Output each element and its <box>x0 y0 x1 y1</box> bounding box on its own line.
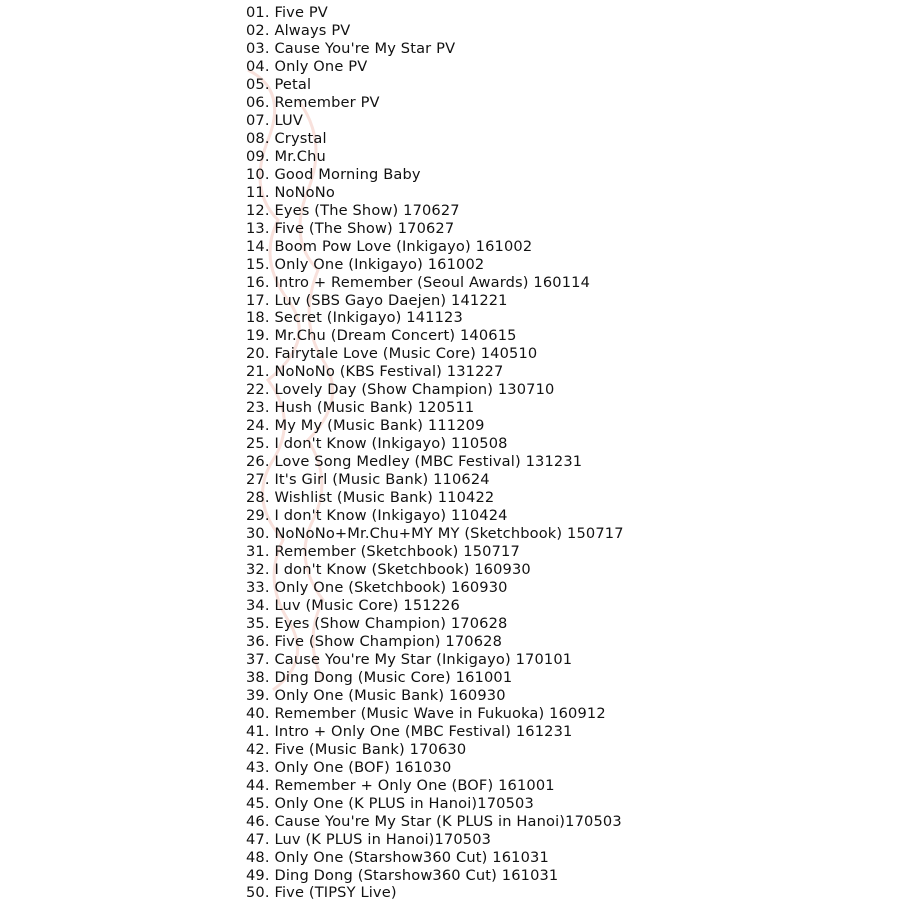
track-number: 07. <box>246 111 270 129</box>
track-item <box>246 525 624 543</box>
track-number: 15. <box>246 255 270 273</box>
track-number: 44. <box>246 776 270 794</box>
track-number: 25. <box>246 435 270 453</box>
track-number: 31. <box>246 543 270 561</box>
track-title: LUV <box>274 111 303 129</box>
track-item <box>246 166 624 184</box>
track-number: 33. <box>246 579 270 596</box>
track-item <box>246 849 624 867</box>
track-number: 24. <box>246 417 270 435</box>
track-number: 37. <box>246 650 270 668</box>
track-item <box>246 777 624 795</box>
track-title: Boom Pow Love (Inkigayo) 161002 <box>274 237 533 255</box>
track-number: 26. <box>246 453 270 471</box>
track-number: 45. <box>246 794 270 812</box>
track-item <box>246 94 624 112</box>
track-number: 18. <box>246 309 270 327</box>
track-number: 03. <box>246 39 270 57</box>
track-title: Remember PV <box>274 93 380 111</box>
track-item <box>246 184 624 202</box>
track-number: 48. <box>246 848 270 866</box>
track-title: Only One (Sketchbook) 160930 <box>274 579 508 596</box>
track-item <box>246 651 624 669</box>
track-number: 50. <box>246 884 270 900</box>
track-title: Cause You're My Star PV <box>274 39 456 57</box>
track-number: 27. <box>246 471 270 489</box>
track-title: Fairytale Love (Music Core) 140510 <box>274 345 538 363</box>
track-item <box>246 76 624 94</box>
track-title: Remember (Music Wave in Fukuoka) 160912 <box>274 704 606 722</box>
track-title: Cause You're My Star (K PLUS in Hanoi)170503 <box>274 812 622 830</box>
track-number: 40. <box>246 704 270 722</box>
track-number: 42. <box>246 740 270 758</box>
track-number: 43. <box>246 758 270 776</box>
track-item <box>246 399 624 417</box>
track-item <box>246 58 624 76</box>
track-number: 11. <box>246 183 270 201</box>
track-item <box>246 579 624 597</box>
track-item <box>246 831 624 849</box>
track-item <box>246 327 624 345</box>
track-title: Only One (Starshow360 Cut) 161031 <box>274 848 549 866</box>
track-number: 19. <box>246 327 270 345</box>
track-title: Ding Dong (Starshow360 Cut) 161031 <box>274 866 559 884</box>
track-item <box>246 148 624 166</box>
track-number: 22. <box>246 381 270 399</box>
track-title: Only One (K PLUS in Hanoi)170503 <box>274 794 534 812</box>
track-number: 32. <box>246 561 270 579</box>
track-number: 12. <box>246 201 270 219</box>
track-number: 39. <box>246 686 270 704</box>
track-number: 36. <box>246 632 270 650</box>
track-title: NoNoNo (KBS Festival) 131227 <box>274 363 504 381</box>
track-title: Cause You're My Star (Inkigayo) 170101 <box>274 650 573 668</box>
track-number: 09. <box>246 147 270 165</box>
track-number: 35. <box>246 614 270 632</box>
track-item <box>246 795 624 813</box>
track-title: Always PV <box>274 21 351 39</box>
track-item <box>246 274 624 292</box>
track-number: 49. <box>246 866 270 884</box>
track-title: Eyes (Show Champion) 170628 <box>274 614 508 632</box>
track-number: 41. <box>246 722 270 740</box>
track-title: I don't Know (Inkigayo) 110424 <box>274 507 508 525</box>
track-item <box>246 471 624 489</box>
track-title: Crystal <box>274 129 327 147</box>
track-item <box>246 417 624 435</box>
track-number: 14. <box>246 237 270 255</box>
track-item <box>246 130 624 148</box>
track-item <box>246 345 624 363</box>
track-title: Five (TIPSY Live) <box>274 884 397 900</box>
track-number: 20. <box>246 345 270 363</box>
track-title: Intro + Remember (Seoul Awards) 160114 <box>274 273 591 291</box>
track-title: Only One (BOF) 161030 <box>274 758 452 776</box>
track-item <box>246 723 624 741</box>
track-title: I don't Know (Sketchbook) 160930 <box>274 561 531 579</box>
track-number: 30. <box>246 525 270 543</box>
track-title: Five PV <box>274 4 328 21</box>
track-number: 10. <box>246 165 270 183</box>
track-number: 04. <box>246 57 270 75</box>
track-title: NoNoNo+Mr.Chu+MY MY (Sketchbook) 150717 <box>274 525 624 543</box>
track-title: Secret (Inkigayo) 141123 <box>274 309 463 327</box>
track-title: Ding Dong (Music Core) 161001 <box>274 668 513 686</box>
track-number: 47. <box>246 830 270 848</box>
track-number: 23. <box>246 399 270 417</box>
track-number: 02. <box>246 21 270 39</box>
track-item <box>246 669 624 687</box>
track-title: Mr.Chu <box>274 147 326 165</box>
track-title: Mr.Chu (Dream Concert) 140615 <box>274 327 517 345</box>
track-number: 17. <box>246 291 270 309</box>
track-title: Remember + Only One (BOF) 161001 <box>274 776 555 794</box>
track-number: 01. <box>246 4 270 21</box>
track-item <box>246 202 624 220</box>
track-title: NoNoNo <box>274 183 335 201</box>
track-item <box>246 22 624 40</box>
track-number: 34. <box>246 596 270 614</box>
track-item <box>246 741 624 759</box>
track-title: Five (Show Champion) 170628 <box>274 632 503 650</box>
track-title: I don't Know (Inkigayo) 110508 <box>274 435 508 453</box>
track-title: It's Girl (Music Bank) 110624 <box>274 471 490 489</box>
track-item <box>246 633 624 651</box>
track-number: 29. <box>246 507 270 525</box>
track-item <box>246 112 624 130</box>
track-item <box>246 813 624 831</box>
track-number: 05. <box>246 75 270 93</box>
track-item <box>246 884 624 900</box>
track-title: Luv (SBS Gayo Daejen) 141221 <box>274 291 508 309</box>
track-item <box>246 381 624 399</box>
track-item <box>246 453 624 471</box>
track-item <box>246 4 624 22</box>
track-item <box>246 256 624 274</box>
track-title: Only One PV <box>274 57 368 75</box>
track-item <box>246 292 624 310</box>
track-title: Lovely Day (Show Champion) 130710 <box>274 381 555 399</box>
track-title: Remember (Sketchbook) 150717 <box>274 543 520 561</box>
track-title: Only One (Inkigayo) 161002 <box>274 255 485 273</box>
track-item <box>246 309 624 327</box>
track-item <box>246 615 624 633</box>
track-item <box>246 867 624 885</box>
track-number: 21. <box>246 363 270 381</box>
track-title: Good Morning Baby <box>274 165 421 183</box>
track-title: Wishlist (Music Bank) 110422 <box>274 489 495 507</box>
track-number: 16. <box>246 273 270 291</box>
track-title: Only One (Music Bank) 160930 <box>274 686 506 704</box>
track-title: Hush (Music Bank) 120511 <box>274 399 475 417</box>
track-title: Luv (K PLUS in Hanoi)170503 <box>274 830 492 848</box>
track-item <box>246 435 624 453</box>
track-item <box>246 507 624 525</box>
track-number: 08. <box>246 129 270 147</box>
track-title: Five (The Show) 170627 <box>274 219 455 237</box>
track-title: Love Song Medley (MBC Festival) 131231 <box>274 453 583 471</box>
track-number: 13. <box>246 219 270 237</box>
track-item <box>246 687 624 705</box>
track-item <box>246 238 624 256</box>
track-title: Petal <box>274 75 312 93</box>
track-title: Eyes (The Show) 170627 <box>274 201 460 219</box>
track-item <box>246 363 624 381</box>
track-number: 46. <box>246 812 270 830</box>
track-title: Luv (Music Core) 151226 <box>274 596 460 614</box>
track-item <box>246 561 624 579</box>
track-item <box>246 220 624 238</box>
track-number: 38. <box>246 668 270 686</box>
track-item <box>246 759 624 777</box>
track-title: Intro + Only One (MBC Festival) 161231 <box>274 722 573 740</box>
track-title: My My (Music Bank) 111209 <box>274 417 485 435</box>
track-number: 28. <box>246 489 270 507</box>
track-title: Five (Music Bank) 170630 <box>274 740 467 758</box>
track-item <box>246 597 624 615</box>
track-item <box>246 705 624 723</box>
track-number: 06. <box>246 93 270 111</box>
track-item <box>246 40 624 58</box>
track-item <box>246 543 624 561</box>
track-item <box>246 489 624 507</box>
track-list <box>246 4 624 900</box>
